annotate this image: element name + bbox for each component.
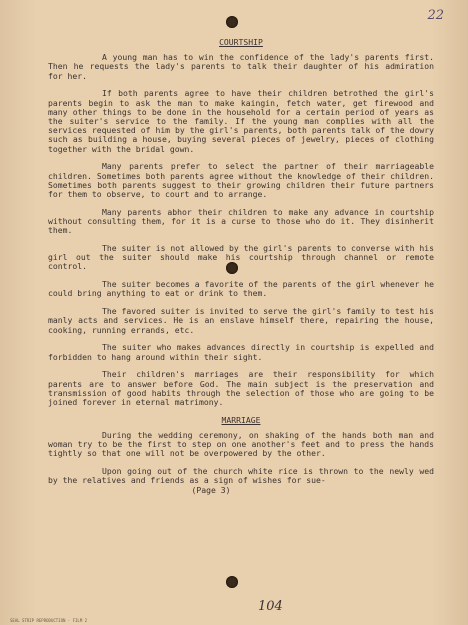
document-body [48, 38, 434, 495]
paragraph: The suiter is not allowed by the girl's parents to converse with his girl out the suiter should make his courtship through channel or remote control. [48, 243, 434, 272]
heading-courtship: COURTSHIP [219, 37, 263, 47]
bottom-stamp: SEAL STRIP REPRODUCTION · FILM 2 [10, 618, 88, 623]
paragraph: The suiter becomes a favorite of the parents of the girl whenever he could bring anything to eat or drink to them. [48, 279, 434, 299]
paragraph: The suiter who makes advances directly in courtship is expelled and forbidden to hang around within their sight. [48, 342, 434, 362]
paragraph: Many parents abhor their children to make any advance in courtship without consulting them, for it is a curse to those who do it. They disinherit them. [48, 206, 434, 236]
paragraph: Their children's marriages are their responsibility for which parents are to answer before God. The main subject is the preservation and transmission of good habits through the selection of those who are going to be joined forever in eternal matrimony. [48, 369, 434, 408]
handwritten-page-number: 22 [427, 8, 444, 23]
paragraph: If both parents agree to have their children betrothed the girl's parents begin to ask the man to make kaingin, fetch water, get firewood and many other things to be done in the household for a certain period of years as the suiter's service to the family. If the young man complies with all the services requested of him by the girl's parents, both parents talk of the dowry such as building a house, buying several pieces of jewelry, pieces of clothing together with the bridal gown. [48, 88, 434, 154]
paragraph: The favored suiter is invited to serve the girl's family to test his manly acts and services. He is an enslave himself there, repairing the house, cooking, running errands, etc. [48, 306, 434, 335]
paragraph: During the wedding ceremony, on shaking of the hands both man and woman try to be the first to step on one another's feet and to press the hands tightly so that one will not be overpowered by the other. [48, 430, 434, 459]
handwritten-folio-number: 104 [258, 599, 283, 614]
page-label: (Page 3) [191, 484, 231, 495]
binder-hole-top [226, 16, 238, 28]
heading-marriage: MARRIAGE [221, 414, 261, 425]
paragraph: Many parents prefer to select the partner of their marriageable children. Sometimes both parents agree without the knowledge of their children. Sometimes both parents suggest to their growing children their future partners for them to observe, to court and to arrange. [48, 161, 434, 200]
paragraph: Upon going out of the church white rice is thrown to the newly wed by the relatives and friends as a sign of wishes for sue- [48, 466, 434, 486]
paragraph: A young man has to win the confidence of the lady's parents first. Then he requests the lady's parents to talk their daughter of his admiration for her. [48, 52, 434, 81]
binder-hole-bottom [226, 576, 238, 588]
